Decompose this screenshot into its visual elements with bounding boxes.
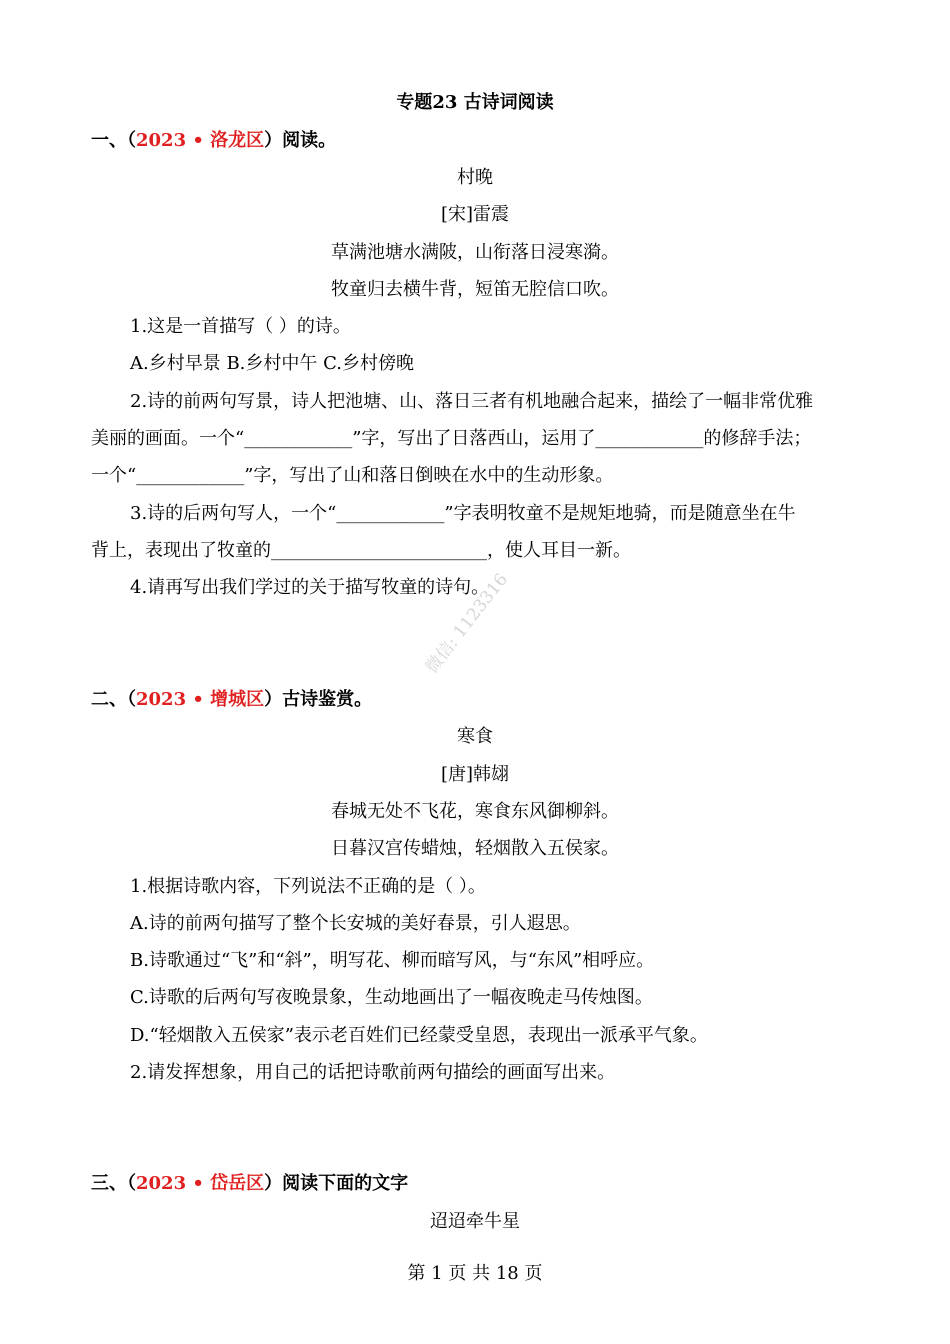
poem-2-title: 寒食 [457, 726, 493, 747]
question-2-1-option-c: C.诗歌的后两句写夜晚景象，生动地画出了一幅夜晚走马传烛图。 [130, 987, 653, 1008]
page-title: 专题23 古诗词阅读 [396, 92, 554, 113]
poem-1-author: [宋]雷震 [440, 204, 510, 225]
question-2-1-option-a: A.诗的前两句描写了整个长安城的美好春景，引人遐思。 [130, 913, 581, 934]
question-2-2: 2.请发挥想象，用自己的话把诗歌前两句描绘的画面写出来。 [130, 1062, 616, 1083]
question-1-2-cont: 一个“____________”字，写出了山和落日倒映在水中的生动形象。 [91, 465, 614, 486]
section-1-heading: 一、（2023 • 洛龙区）阅读。 [91, 130, 337, 151]
question-1-3-cont: 背上，表现出了牧童的________________________，使人耳目一新。 [91, 540, 631, 561]
poem-1-line: 草满池塘水满陂，山衔落日浸寒漪。 [331, 242, 619, 263]
question-1-2: 2.诗的前两句写景，诗人把池塘、山、落日三者有机地融合起来，描绘了一幅非常优雅 [130, 391, 814, 412]
question-1-1: 1.这是一首描写（ ）的诗。 [130, 316, 351, 337]
page-footer: 第 1 页 共 18 页 [407, 1263, 543, 1284]
poem-3-title: 迢迢牵牛星 [430, 1211, 520, 1232]
section-3-source-tag: 2023 • 岱岳区 [136, 1173, 265, 1194]
section-3-heading: 三、（2023 • 岱岳区）阅读下面的文字 [91, 1173, 409, 1194]
section-2-source-tag: 2023 • 增城区 [136, 689, 265, 710]
question-2-1: 1.根据诗歌内容，下列说法不正确的是（ ）。 [130, 876, 486, 897]
watermark: 微信: 1123316 [421, 569, 513, 678]
question-2-1-option-b: B.诗歌通过“飞”和“斜”，明写花、柳而暗写风，与“东风”相呼应。 [130, 950, 655, 971]
question-1-2-cont: 美丽的画面。一个“____________”字，写出了日落西山，运用了____________的修辞手法； [91, 428, 812, 449]
question-2-1-option-d: D.“轻烟散入五侯家”表示老百姓们已经蒙受皇恩，表现出一派承平气象。 [130, 1025, 708, 1046]
poem-1-line: 牧童归去横牛背，短笛无腔信口吹。 [331, 279, 619, 300]
poem-1-title: 村晚 [457, 167, 493, 188]
question-1-4: 4.请再写出我们学过的关于描写牧童的诗句。 [130, 577, 490, 598]
question-1-3: 3.诗的后两句写人，一个“____________”字表明牧童不是规矩地骑，而是随意坐在牛 [130, 503, 796, 524]
poem-2-line: 日暮汉宫传蜡烛，轻烟散入五侯家。 [331, 838, 619, 859]
section-1-source-tag: 2023 • 洛龙区 [136, 130, 265, 151]
section-2-heading: 二、（2023 • 增城区）古诗鉴赏。 [91, 689, 373, 710]
poem-2-line: 春城无处不飞花，寒食东风御柳斜。 [331, 801, 619, 822]
poem-2-author: [唐]韩翃 [440, 764, 510, 785]
question-1-1-options: A.乡村早景 B.乡村中午 C.乡村傍晚 [130, 353, 414, 374]
